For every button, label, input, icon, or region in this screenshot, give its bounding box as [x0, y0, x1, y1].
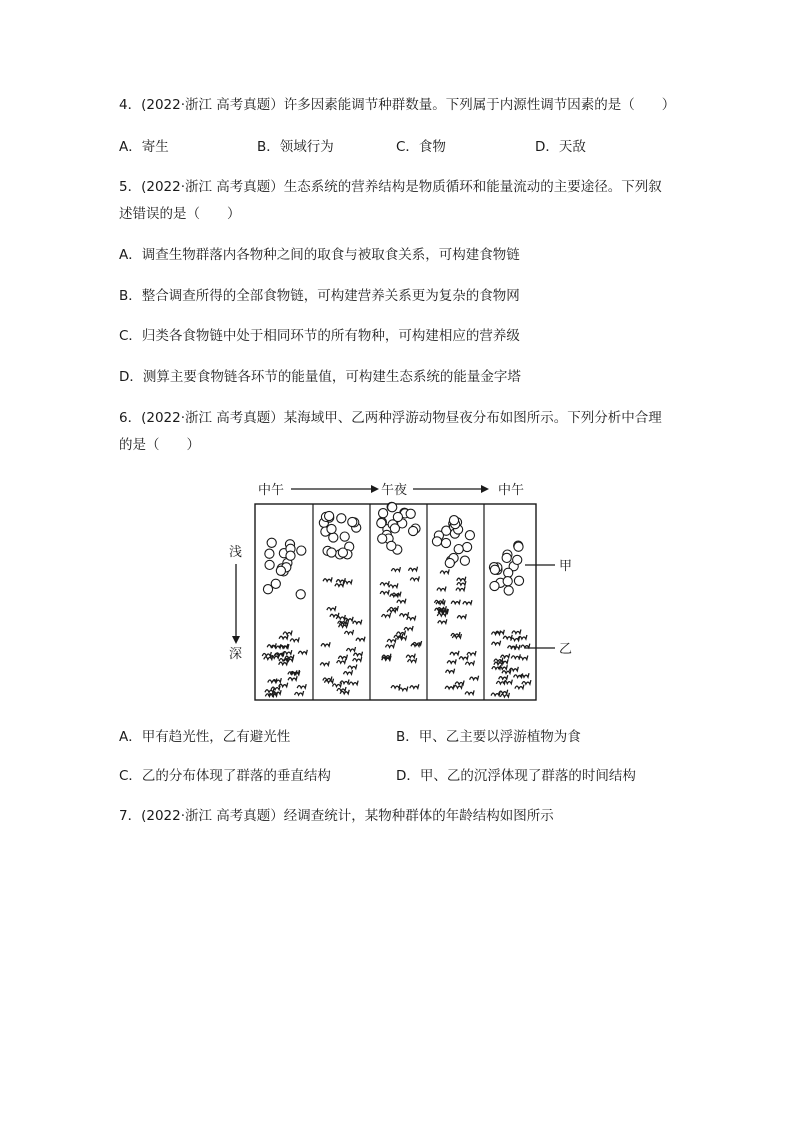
species-b-individual: [437, 587, 446, 591]
species-b-individual: [353, 620, 362, 624]
species-b-individual: [399, 687, 408, 691]
species-b-individual: [354, 652, 363, 656]
species-b-individual: [295, 691, 304, 695]
time-label-noon-end: 中午: [498, 483, 525, 498]
species-a-individual: [379, 509, 388, 518]
species-b-individual: [387, 638, 396, 642]
species-a-individual: [441, 538, 450, 547]
q4-option-a: A．寄生: [119, 139, 169, 155]
species-b-individual: [440, 569, 449, 573]
species-a-individual: [297, 546, 306, 555]
species-b-individual: [391, 567, 400, 571]
depth-arrow-head: [232, 636, 240, 644]
species-b-individual: [459, 655, 468, 659]
species-a-individual: [340, 532, 349, 541]
species-b-individual: [456, 587, 465, 591]
species-b-individual: [323, 577, 332, 581]
species-a-individual: [449, 516, 458, 525]
species-b-individual: [501, 654, 510, 658]
species-a-individual: [296, 590, 305, 599]
species-b-individual: [397, 599, 406, 603]
species-a-label: 甲: [559, 559, 573, 574]
species-b-individual: [451, 632, 460, 636]
species-b-individual: [336, 578, 345, 582]
species-a-individual: [348, 517, 357, 526]
species-b-individual: [345, 630, 354, 634]
species-a-individual: [490, 565, 499, 574]
species-b-individual: [512, 630, 521, 634]
species-b-individual: [335, 582, 344, 586]
q6-option-a: A．甲有趋光性，乙有避光性: [119, 729, 291, 745]
species-b-individual: [356, 637, 365, 641]
species-b-individual: [455, 681, 464, 685]
species-b-individual: [521, 644, 530, 648]
species-a-individual: [514, 576, 523, 585]
species-a-individual: [378, 534, 387, 543]
species-b-individual: [382, 613, 391, 617]
species-b-individual: [447, 659, 456, 663]
species-b-individual: [288, 676, 297, 680]
species-b-individual: [344, 617, 353, 621]
q4-option-b: B．领域行为: [257, 139, 334, 155]
species-a-individual: [503, 577, 512, 586]
species-b-individual: [327, 606, 336, 610]
species-b-individual: [445, 685, 454, 689]
species-a-individual: [393, 512, 402, 521]
q5-stem-line2: 述错误的是（ ）: [119, 206, 241, 222]
species-b-individual: [400, 612, 409, 616]
species-b-individual: [347, 647, 356, 651]
species-a-individual: [265, 549, 274, 558]
species-a-individual: [514, 542, 523, 551]
species-a-individual: [338, 548, 347, 557]
species-b-individual: [348, 665, 357, 669]
species-b-individual: [283, 631, 292, 635]
species-b-individual: [492, 641, 501, 645]
species-b-individual: [262, 652, 271, 656]
depth-label-shallow: 浅: [229, 545, 243, 560]
species-a-individual: [463, 542, 472, 551]
species-b-individual: [265, 688, 274, 692]
q4-stem: 4．(2022·浙江 高考真题）许多因素能调节种群数量。下列属于内源性调节因素的是（ ）: [119, 97, 676, 113]
species-a-individual: [327, 548, 336, 557]
species-b-individual: [397, 631, 406, 635]
q5-option-d: D．测算主要食物链各环节的能量值，可构建生态系统的能量金字塔: [119, 369, 521, 385]
species-a-individual: [406, 509, 415, 518]
plankton-symbols: [262, 502, 531, 697]
species-a-individual: [504, 568, 513, 577]
time-arrow-head-1: [371, 485, 379, 493]
q6-option-b: B．甲、乙主要以浮游植物为食: [396, 729, 581, 745]
species-a-individual: [388, 503, 397, 512]
species-b-individual: [446, 669, 455, 673]
species-b-individual: [503, 635, 512, 639]
q6-stem-line1: 6．(2022·浙江 高考真题）某海域甲、乙两种浮游动物昼夜分布如图所示。下列分析中合理: [119, 410, 662, 426]
species-a-individual: [337, 514, 346, 523]
species-b-individual: [457, 581, 466, 585]
species-b-individual: [463, 600, 472, 604]
species-b-individual: [511, 654, 520, 658]
species-a-individual: [271, 579, 280, 588]
species-a-individual: [265, 560, 274, 569]
species-b-individual: [410, 576, 419, 580]
depth-label-deep: 深: [229, 647, 243, 662]
q7-stem: 7．(2022·浙江 高考真题）经调查统计，某物种群体的年龄结构如图所示: [119, 808, 554, 824]
species-b-individual: [406, 654, 415, 658]
species-a-individual: [286, 551, 295, 560]
species-a-individual: [432, 537, 441, 546]
q5-option-a: A．调查生物群落内各物种之间的取食与被取食关系，可构建食物链: [119, 247, 520, 263]
species-b-individual: [337, 659, 346, 663]
species-a-individual: [327, 524, 336, 533]
species-b-individual: [410, 684, 419, 688]
species-b-individual: [290, 637, 299, 641]
q4-option-d: D．天敌: [535, 139, 586, 155]
time-arrow-head-2: [481, 485, 489, 493]
plankton-distribution-figure: [225, 478, 585, 708]
species-b-individual: [409, 567, 418, 571]
species-b-individual: [450, 651, 459, 655]
species-b-individual: [500, 693, 509, 697]
species-a-individual: [267, 538, 276, 547]
species-b-individual: [408, 658, 417, 662]
species-b-individual: [454, 684, 463, 688]
species-b-individual: [353, 657, 362, 661]
species-b-individual: [279, 635, 288, 639]
q5-stem-line1: 5．(2022·浙江 高考真题）生态系统的营养结构是物质循环和能量流动的主要途径。下列叙: [119, 179, 662, 195]
species-b-individual: [344, 670, 353, 674]
species-a-individual: [377, 519, 386, 528]
species-b-individual: [404, 626, 413, 630]
time-label-noon-start: 中午: [258, 483, 285, 498]
species-b-individual: [298, 650, 307, 654]
species-a-individual: [276, 566, 285, 575]
species-b-individual: [380, 590, 389, 594]
species-a-individual: [329, 533, 338, 542]
species-a-individual: [454, 545, 463, 554]
q6-option-c: C．乙的分布体现了群落的垂直结构: [119, 768, 331, 784]
q6-option-d: D．甲、乙的沉浮体现了群落的时间结构: [396, 768, 636, 784]
q5-option-b: B．整合调查所得的全部食物链，可构建营养关系更为复杂的食物网: [119, 288, 520, 304]
species-b-individual: [380, 581, 389, 585]
species-a-individual: [390, 524, 399, 533]
species-b-individual: [337, 687, 346, 691]
species-b-individual: [470, 676, 479, 680]
species-b-individual: [386, 643, 395, 647]
species-a-individual: [513, 555, 522, 564]
species-b-individual: [522, 680, 531, 684]
species-b-individual: [338, 655, 347, 659]
species-b-label: 乙: [559, 642, 573, 657]
species-a-individual: [502, 553, 511, 562]
species-b-individual: [451, 600, 460, 604]
species-a-individual: [460, 556, 469, 565]
species-a-individual: [445, 558, 454, 567]
time-label-midnight: 午夜: [381, 483, 408, 498]
species-a-individual: [490, 581, 499, 590]
species-b-individual: [457, 577, 466, 581]
species-b-individual: [389, 583, 398, 587]
species-b-individual: [389, 606, 398, 610]
species-b-individual: [391, 684, 400, 688]
species-b-individual: [438, 619, 447, 623]
species-b-individual: [457, 614, 466, 618]
species-b-individual: [467, 651, 476, 655]
species-a-individual: [325, 511, 334, 520]
q5-option-c: C．归类各食物链中处于相同环节的所有物种，可构建相应的营养级: [119, 328, 520, 344]
species-b-individual: [499, 675, 508, 679]
species-b-individual: [297, 684, 306, 688]
q4-option-c: C．食物: [396, 139, 446, 155]
species-a-individual: [504, 586, 513, 595]
q6-stem-line2: 的是（ ）: [119, 437, 200, 453]
species-a-individual: [409, 526, 418, 535]
species-a-individual: [465, 531, 474, 540]
species-b-individual: [349, 681, 358, 685]
species-b-individual: [515, 685, 524, 689]
species-b-individual: [465, 661, 474, 665]
species-b-individual: [321, 642, 330, 646]
species-b-individual: [465, 690, 474, 694]
species-b-individual: [320, 661, 329, 665]
species-a-individual: [387, 541, 396, 550]
